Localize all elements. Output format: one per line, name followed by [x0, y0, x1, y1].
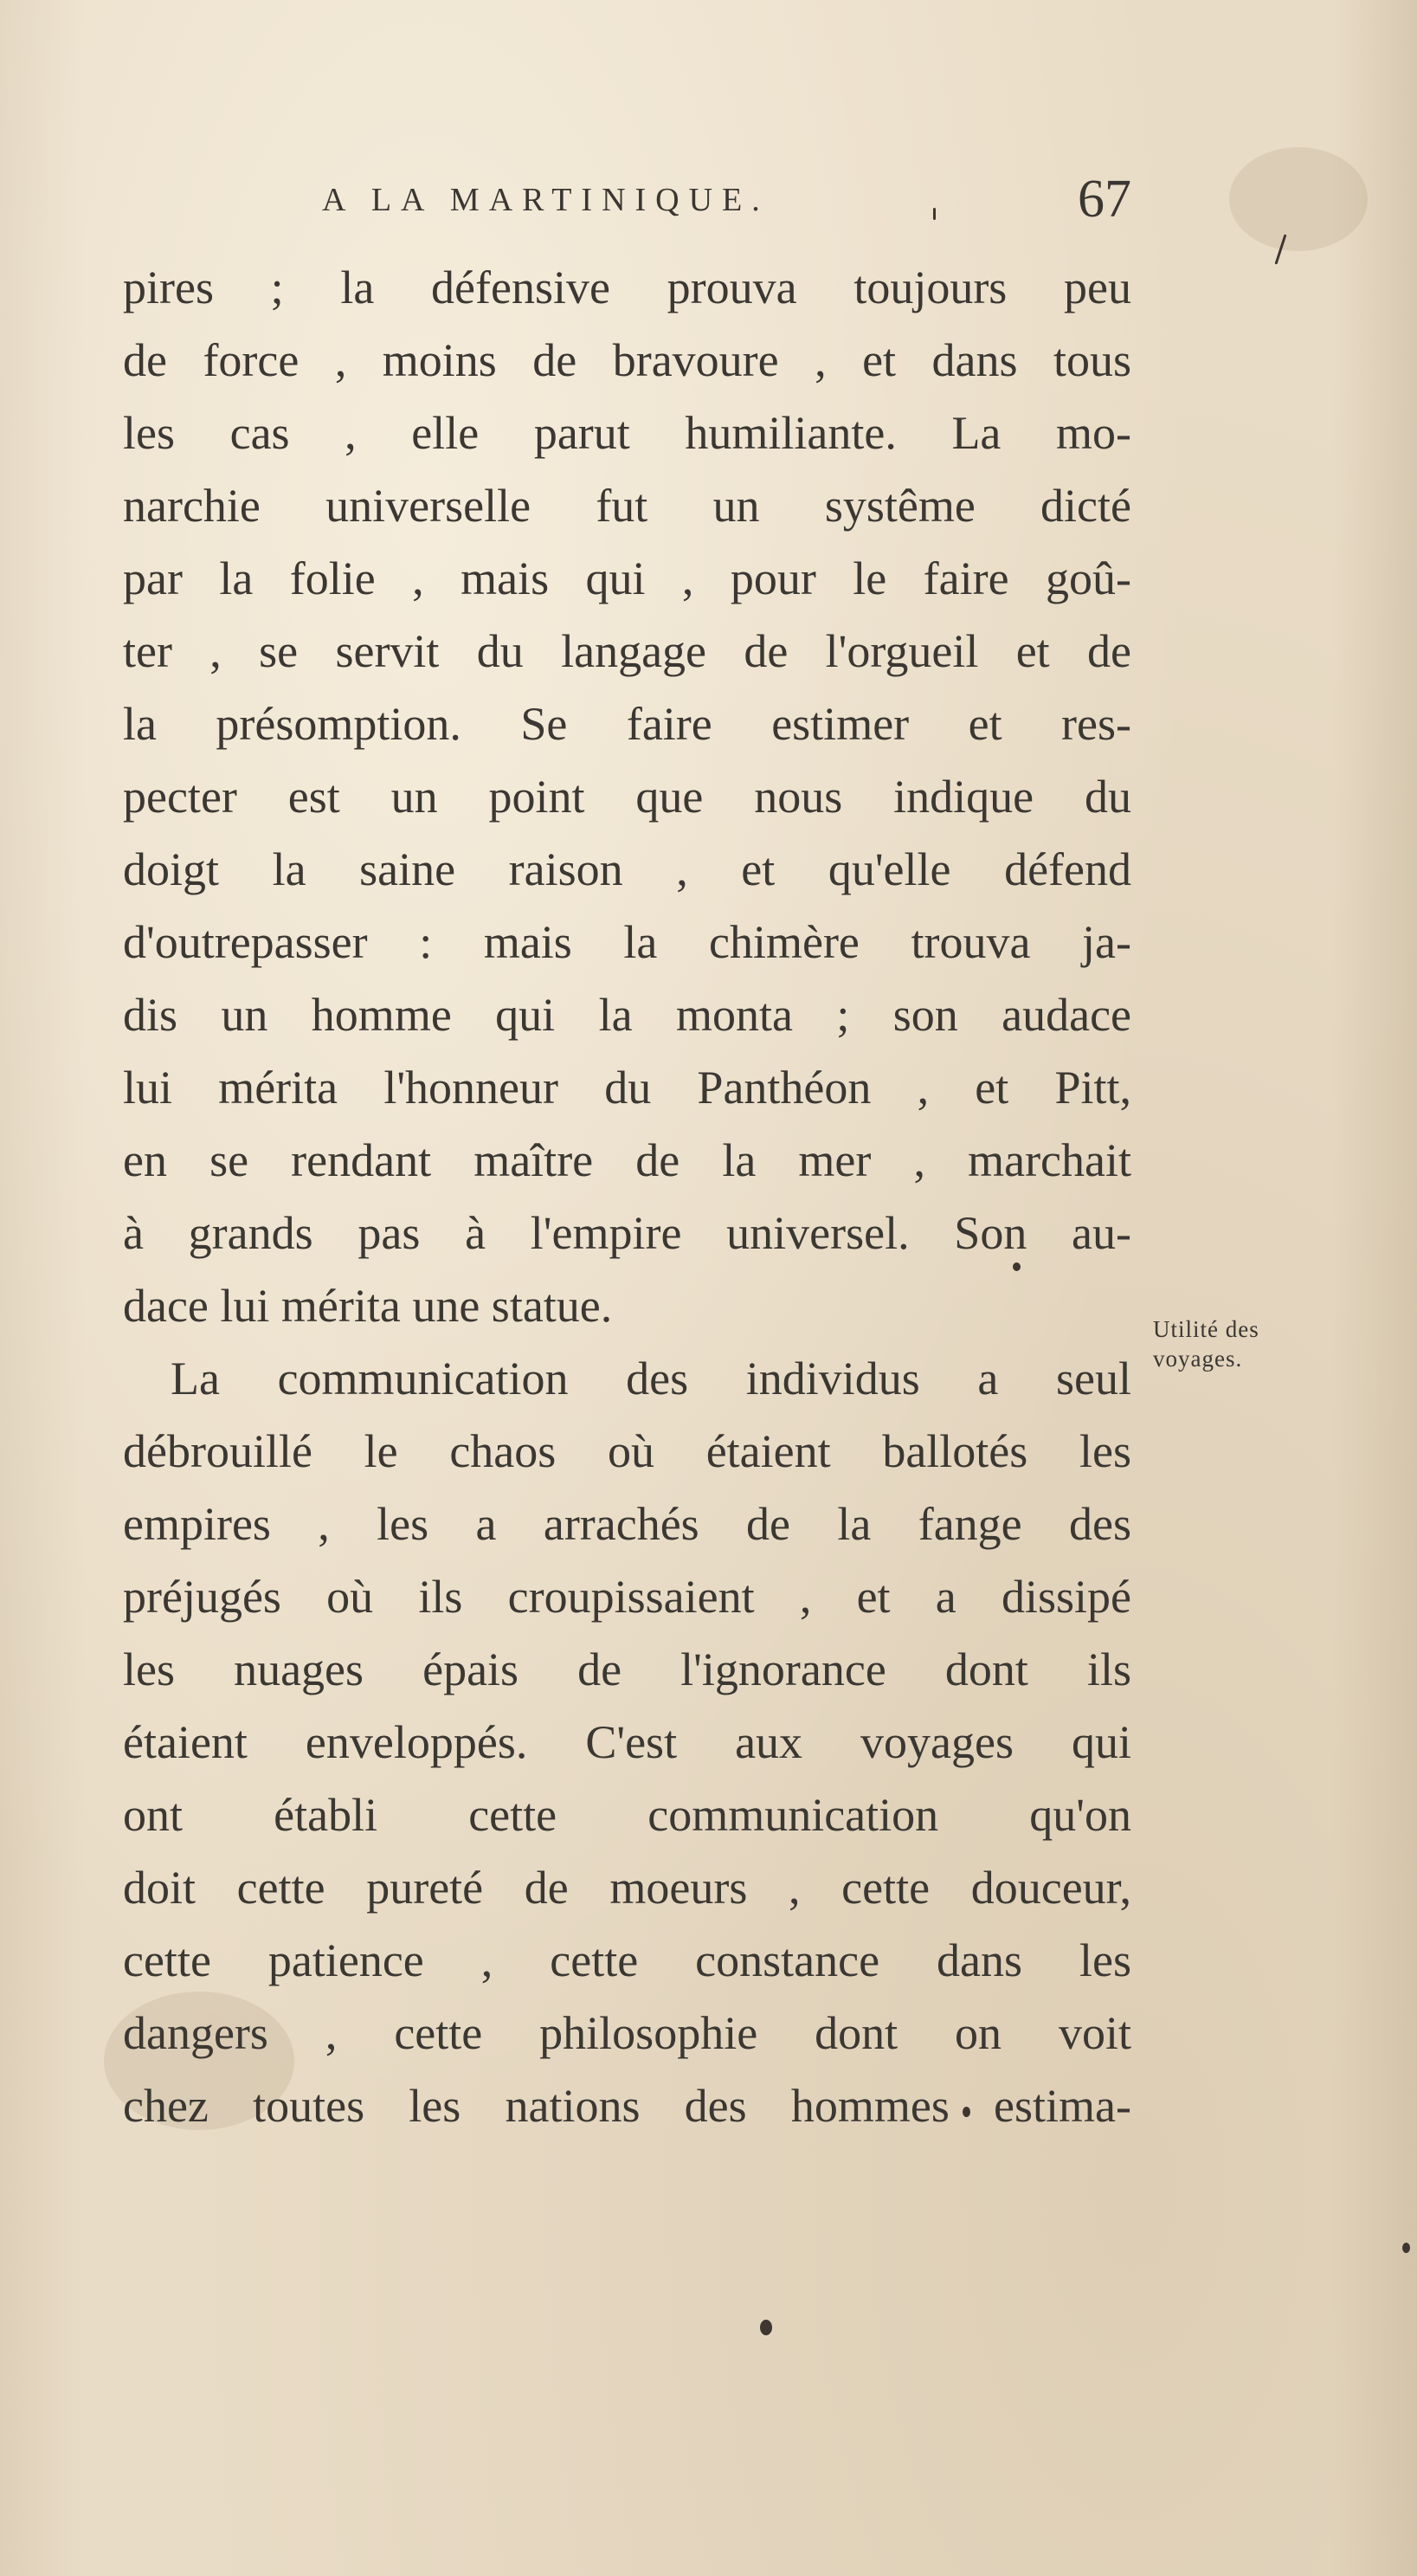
ink-speck — [1402, 2243, 1410, 2253]
text-line: empires , les a arrachés de la fange des — [123, 1498, 1131, 1550]
text-line: doit cette pureté de moeurs , cette douceur, — [123, 1862, 1131, 1914]
running-title: A LA MARTINIQUE. — [322, 182, 770, 218]
text-line: préjugés où ils croupissaient , et a dissipé — [123, 1571, 1131, 1623]
text-line: cette patience , cette constance dans les — [123, 1934, 1131, 1986]
text-line: les nuages épais de l'ignorance dont ils — [123, 1643, 1131, 1695]
text-line: débrouillé le chaos où étaient ballotés les — [123, 1425, 1131, 1477]
marginal-note-line: voyages. — [1153, 1346, 1243, 1372]
marginal-note — [1153, 1314, 1369, 1373]
page-header — [322, 169, 1131, 238]
text-line: à grands pas à l'empire universel. Son au- — [123, 1207, 1131, 1259]
text-line: pecter est un point que nous indique du — [123, 771, 1131, 823]
text-line: d'outrepasser : mais la chimère trouva ja- — [123, 916, 1131, 968]
paper-stain — [1229, 147, 1368, 251]
text-line: par la folie , mais qui , pour le faire goû- — [123, 552, 1131, 604]
text-line: dangers , cette philosophie dont on voit — [123, 2007, 1131, 2059]
paragraph-first-line: La communication des individus a seul — [171, 1353, 1131, 1404]
text-line: en se rendant maître de la mer , marchait — [123, 1134, 1131, 1186]
text-line: doigt la saine raison , et qu'elle défend — [123, 843, 1131, 895]
text-line: narchie universelle fut un systême dicté — [123, 480, 1131, 532]
ink-speck — [760, 2320, 772, 2335]
text-line: étaient enveloppés. C'est aux voyages qui — [123, 1716, 1131, 1768]
text-line: de force , moins de bravoure , et dans tous — [123, 334, 1131, 386]
page-number: 67 — [1078, 170, 1131, 229]
text-line: dace lui mérita une statue. — [123, 1280, 613, 1332]
marginal-note-line: Utilité des — [1153, 1316, 1259, 1342]
text-line: pires ; la défensive prouva toujours peu — [123, 261, 1131, 313]
text-line: ter , se servit du langage de l'orgueil et de — [123, 625, 1131, 677]
text-line: lui mérita l'honneur du Panthéon , et Pitt, — [123, 1062, 1131, 1114]
body-text — [123, 251, 1131, 2142]
text-line: la présomption. Se faire estimer et res- — [123, 698, 1131, 750]
text-line: dis un homme qui la monta ; son audace — [123, 989, 1131, 1041]
text-line: chez toutes les nations des hommes estima- — [123, 2080, 1131, 2132]
text-line: ont établi cette communication qu'on — [123, 1789, 1131, 1841]
text-line: les cas , elle parut humiliante. La mo- — [123, 407, 1131, 459]
